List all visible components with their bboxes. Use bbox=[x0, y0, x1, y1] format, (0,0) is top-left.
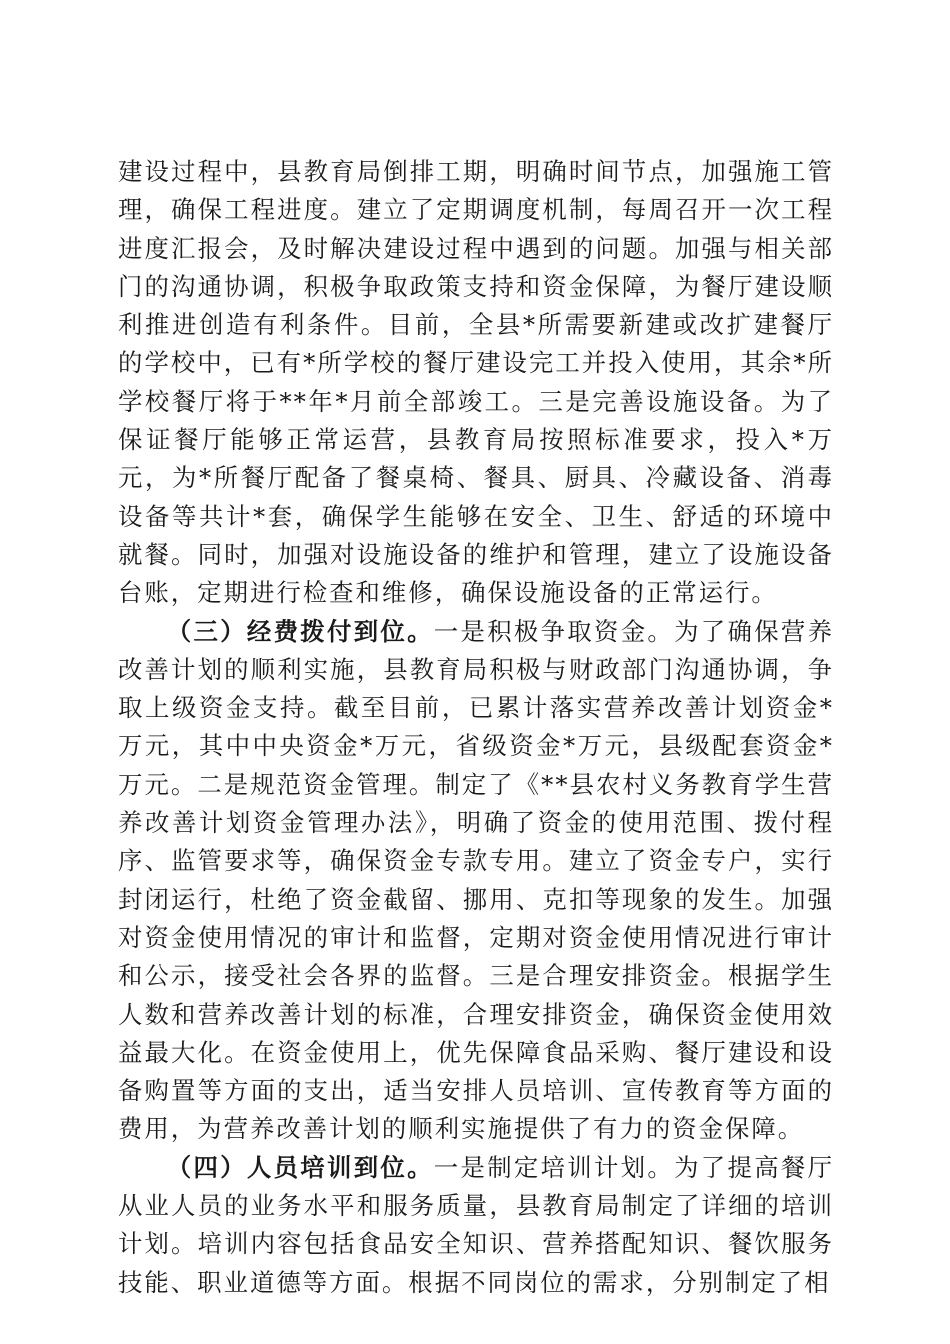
section-heading: （四）人员培训到位。 bbox=[166, 1152, 434, 1182]
paragraph-section-3 bbox=[118, 613, 834, 1149]
paragraph-text: 建设过程中，县教育局倒排工期，明确时间节点，加强施工管理，确保工程进度。建立了定期调度机制，每周召开一次工程进度汇报会，及时解决建设过程中遇到的问题。加强与相关部门的沟通协调，积极争取政策支持和资金保障，为餐厅建设顺利推进创造有利条件。目前，全县*所需要新建或改扩建餐厅的学校中，已有*所学校的餐厅建设完工并投入使用，其余*所学校餐厅将于**年*月前全部竣工。三是完善设施设备。为了保证餐厅能够正常运营，县教育局按照标准要求，投入*万元，为*所餐厅配备了餐桌椅、餐具、厨具、冷藏设备、消毒设备等共计*套，确保学生能够在安全、卫生、舒适的环境中就餐。同时，加强对设施设备的维护和管理，建立了设施设备台账，定期进行检查和维修，确保设施设备的正常运行。 bbox=[118, 157, 834, 608]
paragraph-continuation bbox=[118, 153, 834, 613]
section-heading: （三）经费拨付到位。 bbox=[166, 616, 434, 646]
paragraph-text: 一是积极争取资金。为了确保营养改善计划的顺利实施，县教育局积极与财政部门沟通协调，争取上级资金支持。截至目前，已累计落实营养改善计划资金*万元，其中中央资金*万元，省级资金*万元，县级配套资金*万元。二是规范资金管理。制定了《**县农村义务教育学生营养改善计划资金管理办法》，明确了资金的使用范围、拨付程序、监管要求等，确保资金专款专用。建立了资金专户，实行封闭运行，杜绝了资金截留、挪用、克扣等现象的发生。加强对资金使用情况的审计和监督，定期对资金使用情况进行审计和公示，接受社会各界的监督。三是合理安排资金。根据学生人数和营养改善计划的标准，合理安排资金，确保资金使用效益最大化。在资金使用上，优先保障食品采购、餐厅建设和设备购置等方面的支出，适当安排人员培训、宣传教育等方面的费用，为营养改善计划的顺利实施提供了有力的资金保障。 bbox=[118, 616, 834, 1144]
document-body bbox=[118, 153, 834, 1302]
paragraph-section-4 bbox=[118, 1149, 834, 1302]
paragraph-text: 一是制定培训计划。为了提高餐厅从业人员的业务水平和服务质量，县教育局制定了详细的培训计划。培训内容包括食品安全知识、营养搭配知识、餐饮服务技能、职业道德等方面。根据不同岗位的需求，分别制定了相 bbox=[118, 1152, 834, 1297]
